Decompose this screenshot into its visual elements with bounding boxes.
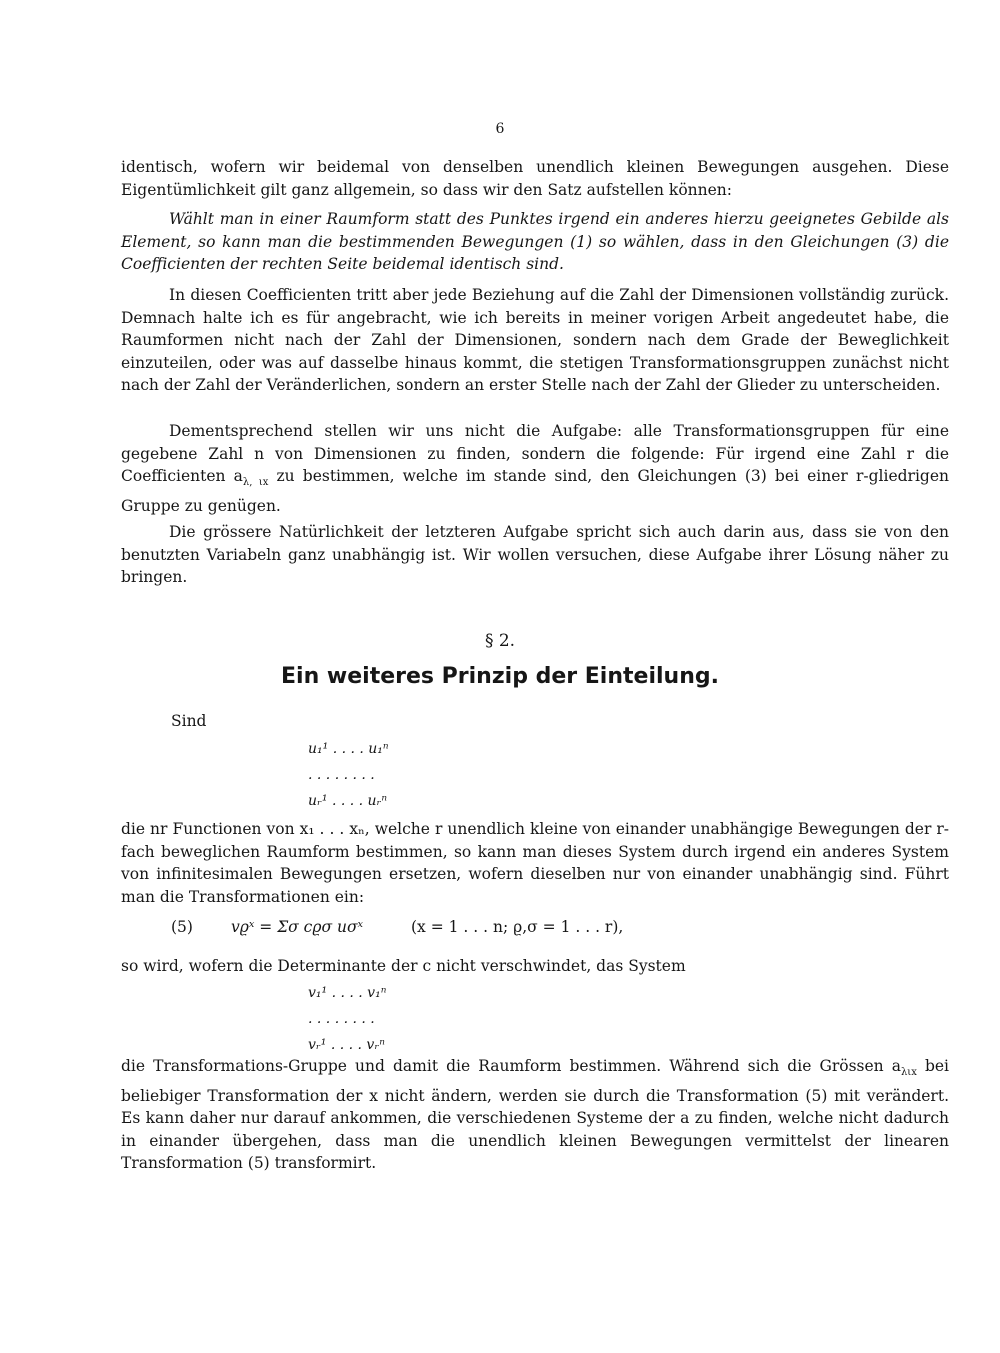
matrix-u-row-first: u₁¹ . . . . u₁ⁿ	[308, 741, 389, 757]
matrix-v	[308, 980, 386, 1058]
theorem-statement	[121, 208, 949, 276]
matrix-v-row-last: vᵣ¹ . . . . vᵣⁿ	[308, 1037, 385, 1053]
coefficient-subscript: λ, ιx	[242, 477, 269, 489]
paragraph-7-part-b: bei beliebiger Transformation der x nicht ändern, werden sie durch die Transformation (5) mit verändert. Es kann daher nur darauf ankommen, die verschiedenen Systeme der a zu finden, welche nicht dadurch in einander übergehen, dass man die unendlich kleinen Bewegungen vermittelst der linearen Transformation (5) transformirt.	[121, 1057, 949, 1173]
paragraph-3-text	[121, 420, 949, 517]
paragraph-3-part-b: zu bestimmen, welche im stande sind, den Gleichungen (3) bei einer r-gliedrigen Gruppe zu genügen.	[121, 467, 949, 515]
matrix-u-row-last: uᵣ¹ . . . . uᵣⁿ	[308, 793, 388, 809]
paragraph-3-part-a: Dementsprechend stellen wir uns nicht die Aufgabe: alle Transformationsgruppen für eine gegebene Zahl n von Dimensionen zu finden, sondern die folgende: Für irgend eine Zahl r die Coefficienten a	[121, 422, 949, 485]
paragraph-7	[121, 1055, 949, 1175]
equation-body: vϱˣ = Σσ cϱσ uσˣ	[231, 918, 364, 936]
paragraph-2-text: In diesen Coefficienten tritt aber jede Beziehung auf die Zahl der Dimensionen vollständig zurück. Demnach halte ich es für angebracht, wie ich bereits in meiner vorigen Arbeit angedeutet habe, die Raumformen nicht nach der Zahl der Dimensionen, sondern nach dem Grade der Beweglichkeit einzuteilen, oder was auf dasselbe hinaus kommt, die stetigen Transformationsgruppen zunächst nicht nach der Zahl der Veränderlichen, sondern an erster Stelle nach der Zahl der Glieder zu unterscheiden.	[121, 286, 949, 394]
paragraph-5-text: die nr Functionen von x₁ . . . xₙ, welche r unendlich kleine von einander unabhängige Bewegungen der r-fach beweglichen Raumform bestimmen, so kann man dieses System durch irgend ein anderes System von infinitesimalen Bewegungen ersetzen, wofern dieselben nur von einander unabhängig sind. Führt man die Transformationen ein:	[121, 820, 949, 906]
matrix-v-row-first: v₁¹ . . . . v₁ⁿ	[308, 985, 387, 1001]
paragraph-3	[121, 420, 949, 517]
paragraph-7-part-a: die Transformations-Gruppe und damit die Raumform bestimmen. Während sich die Grössen a	[121, 1057, 901, 1075]
quantity-subscript: λιx	[900, 1067, 917, 1079]
paragraph-2	[121, 284, 949, 397]
equation-number: (5)	[171, 918, 193, 936]
paragraph-6-text: so wird, wofern die Determinante der c nicht verschwindet, das System	[121, 957, 686, 975]
matrix-v-dots: . . . . . . . .	[308, 1011, 375, 1027]
matrix-u	[308, 736, 389, 814]
paragraph-6	[121, 955, 949, 978]
sind-word: Sind	[171, 712, 207, 730]
paragraph-4	[121, 521, 949, 589]
page-number: 6	[495, 121, 505, 137]
paragraph-1	[121, 156, 949, 201]
theorem-text: Wählt man in einer Raumform statt des Punktes irgend ein anderes hierzu geeignetes Gebilde als Element, so kann man die bestimmenden Bewegungen (1) so wählen, dass in den Gleichungen (3) die Coefficienten der rechten Seite beidemal identisch sind.	[121, 210, 949, 273]
section-title: Ein weiteres Prinzip der Einteilung.	[281, 664, 719, 689]
paragraph-4-text: Die grössere Natürlichkeit der letzteren Aufgabe spricht sich auch darin aus, dass sie von den benutzten Variabeln ganz unabhängig ist. Wir wollen versuchen, diese Aufgabe ihrer Lösung näher zu bringen.	[121, 523, 949, 586]
section-number: § 2.	[484, 631, 516, 651]
paragraph-5	[121, 818, 949, 908]
paragraph-7-text	[121, 1055, 949, 1175]
equation-condition: (x = 1 . . . n; ϱ,σ = 1 . . . r),	[411, 918, 624, 936]
paragraph-1-text: identisch, wofern wir beidemal von denselben unendlich kleinen Bewegungen ausgehen. Diese Eigentümlichkeit gilt ganz allgemein, so dass wir den Satz aufstellen können:	[121, 158, 949, 199]
matrix-u-dots: . . . . . . . .	[308, 767, 375, 783]
